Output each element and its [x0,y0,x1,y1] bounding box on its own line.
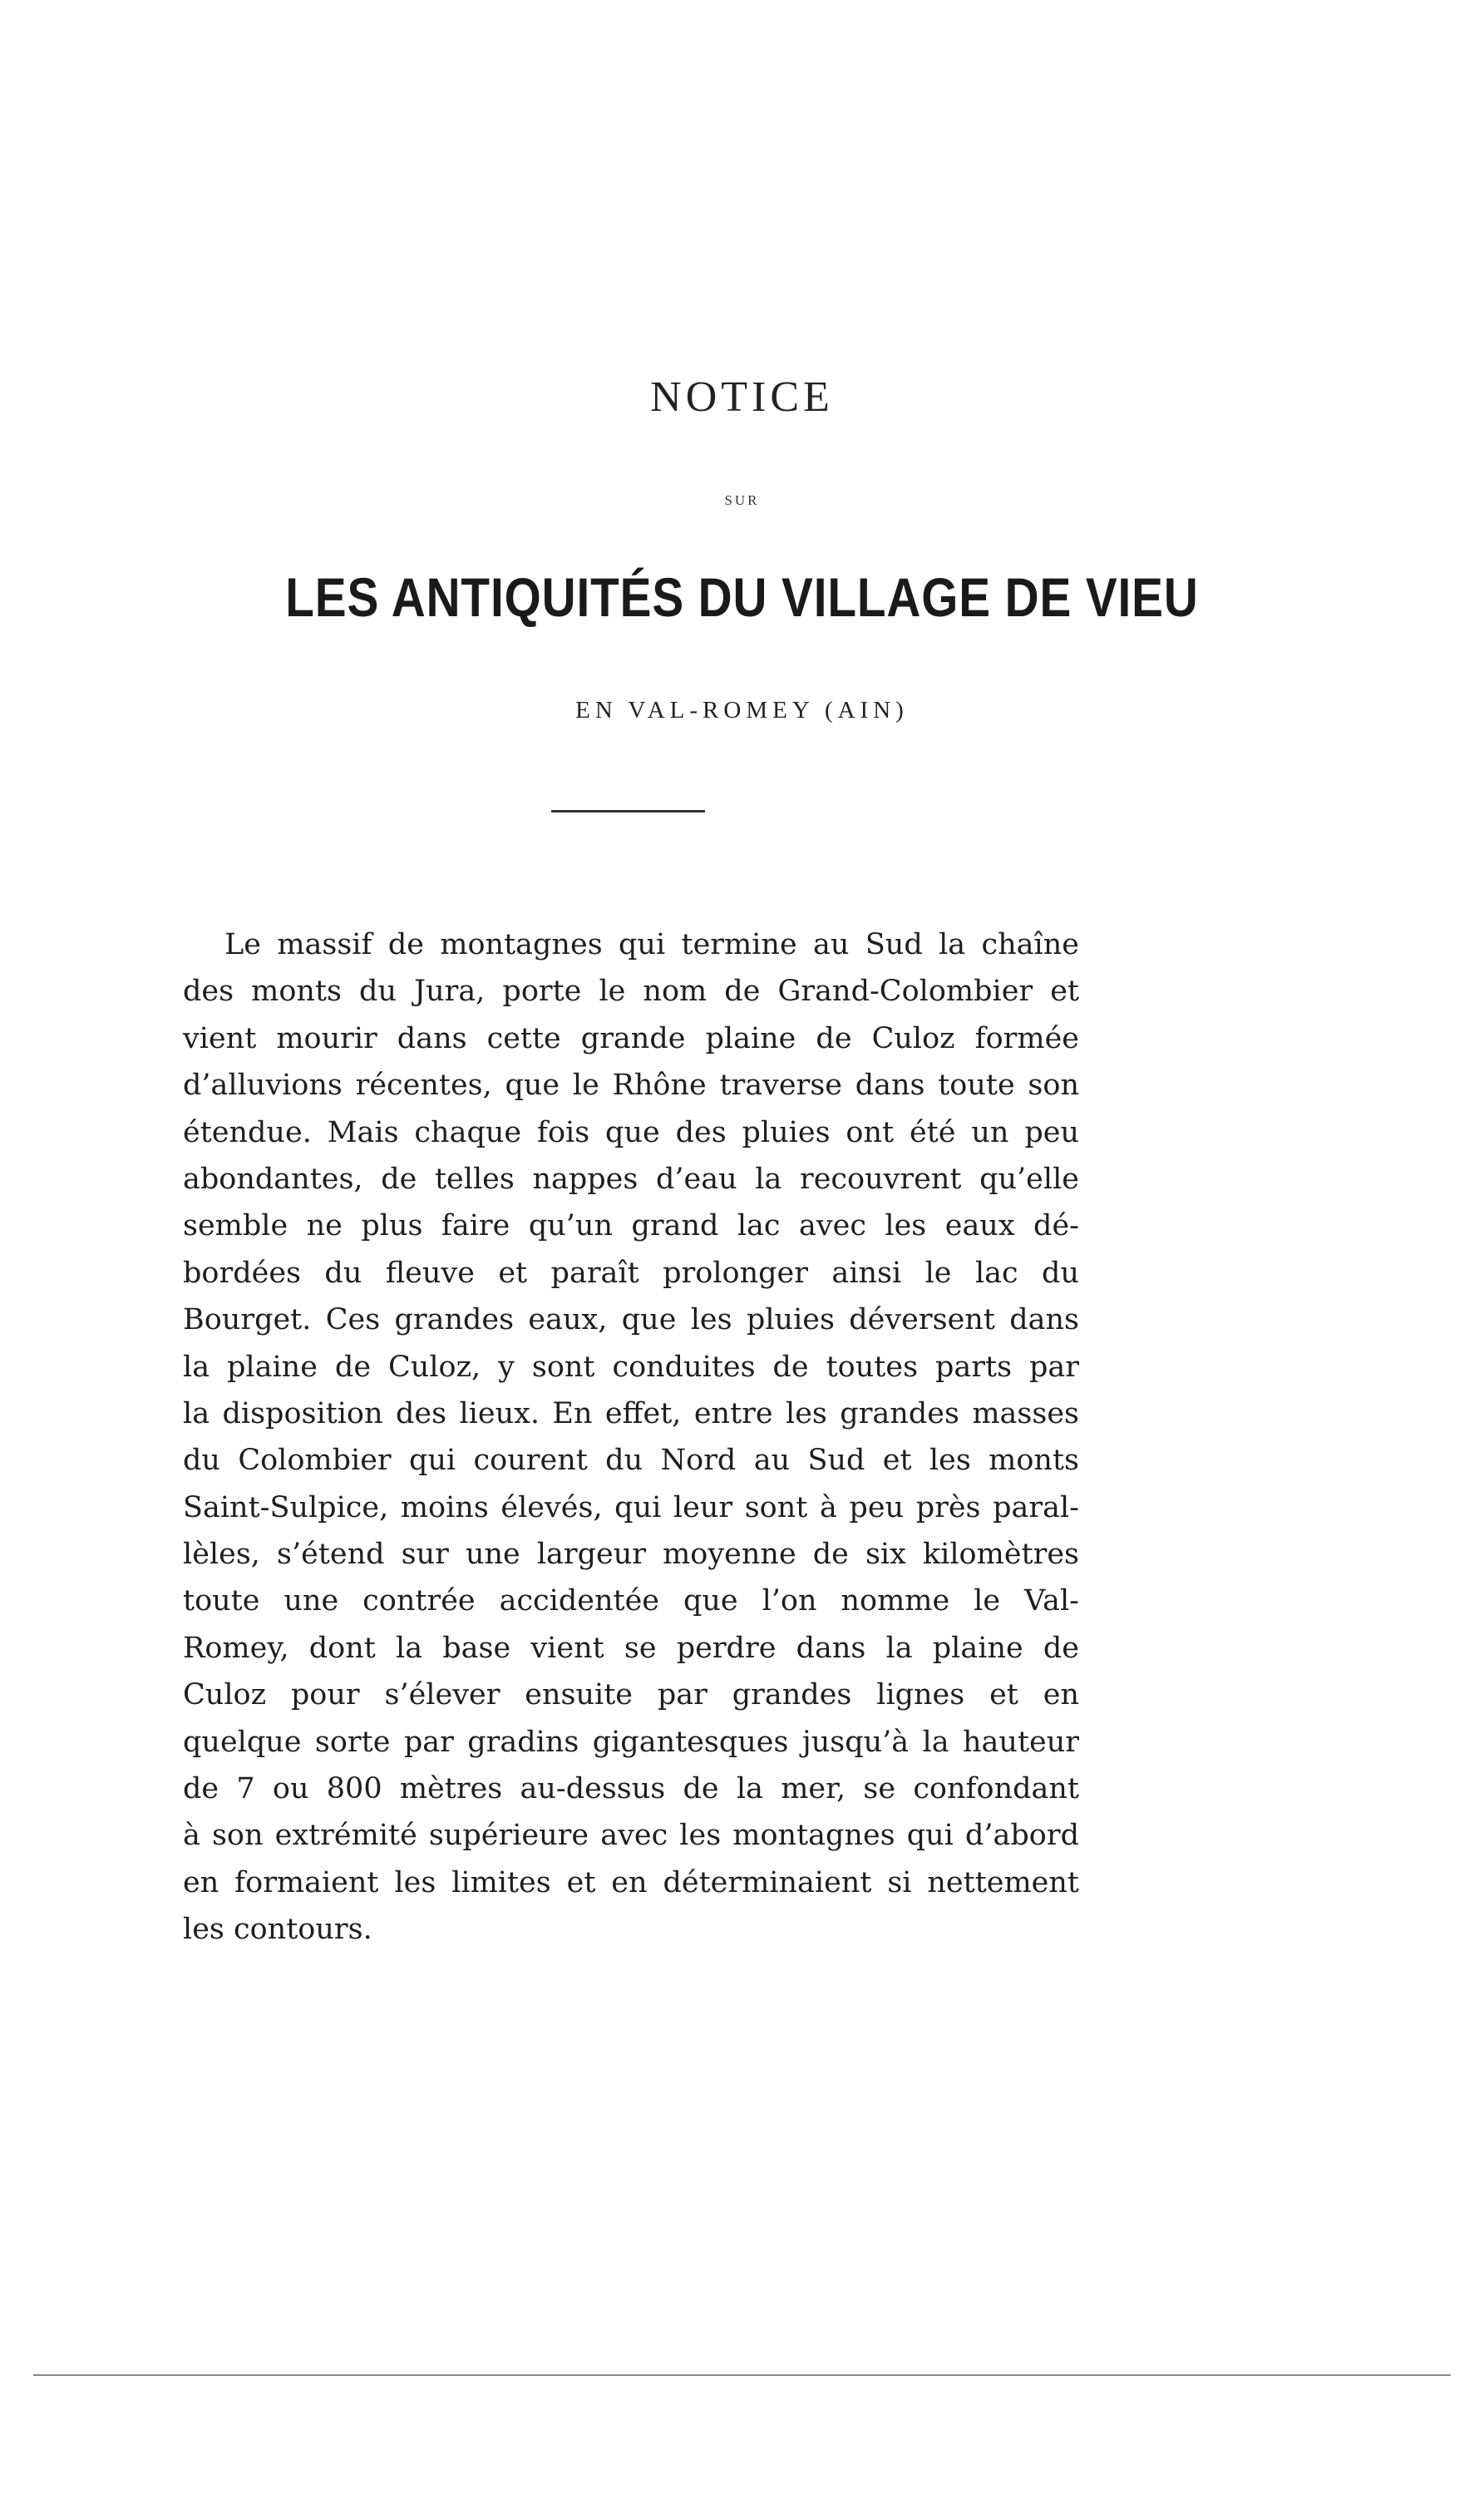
text-line: d’alluvions récentes, que le Rhône traverse dans toute son [183,1069,1079,1103]
text-line: abondantes, de telles nappes d’eau la recouvrent qu’elle [183,1162,1079,1196]
text-line: Romey, dont la base vient se perdre dans la plaine de [183,1631,1079,1665]
text-line: du Colombier qui courent du Nord au Sud et les monts [183,1444,1079,1478]
page-title: NOTICE [650,373,834,421]
title-connector: SUR [724,492,760,508]
text-line: lèles, s’étend sur une largeur moyenne de six kilomètres [183,1538,1079,1572]
text-line: toute une contrée accidentée que l’on nomme le Val- [183,1584,1079,1618]
title-divider [551,810,705,812]
location-line: EN VAL-ROMEY (AIN) [575,697,909,724]
page-subtitle: LES ANTIQUITÉS DU VILLAGE DE VIEU [285,566,1199,628]
text-line: à son extrémité supérieure avec les montagnes qui d’abord [183,1819,1079,1853]
text-line: étendue. Mais chaque fois que des pluies ont été un peu [183,1115,1079,1149]
body-paragraph [183,921,1079,1953]
text-line: Saint-Sulpice, moins élevés, qui leur sont à peu près paral- [183,1490,1079,1524]
text-line: semble ne plus faire qu’un grand lac avec les eaux dé- [183,1209,1079,1243]
text-line: Le massif de montagnes qui termine au Sud la chaîne [224,928,1079,961]
text-line: Bourget. Ces grandes eaux, que les pluies déversent dans [183,1303,1079,1337]
text-line: vient mourir dans cette grande plaine de Culoz formée [183,1021,1079,1055]
text-line: Culoz pour s’élever ensuite par grandes lignes et en [183,1678,1079,1712]
page-bottom-edge [33,2374,1451,2376]
text-line: les contours. [183,1913,372,1947]
text-line: en formaient les limites et en déterminaient si nettement [183,1865,1079,1899]
text-line: la plaine de Culoz, y sont conduites de toutes parts par [183,1350,1079,1384]
text-line: de 7 ou 800 mètres au-dessus de la mer, se confondant [183,1772,1079,1806]
text-line: des monts du Jura, porte le nom de Grand-Colombier et [183,975,1079,1009]
text-line: quelque sorte par gradins gigantesques jusqu’à la hauteur [183,1725,1079,1759]
text-line: la disposition des lieux. En effet, entre les grandes masses [183,1396,1079,1430]
text-line: bordées du fleuve et paraît prolonger ainsi le lac du [183,1256,1079,1290]
